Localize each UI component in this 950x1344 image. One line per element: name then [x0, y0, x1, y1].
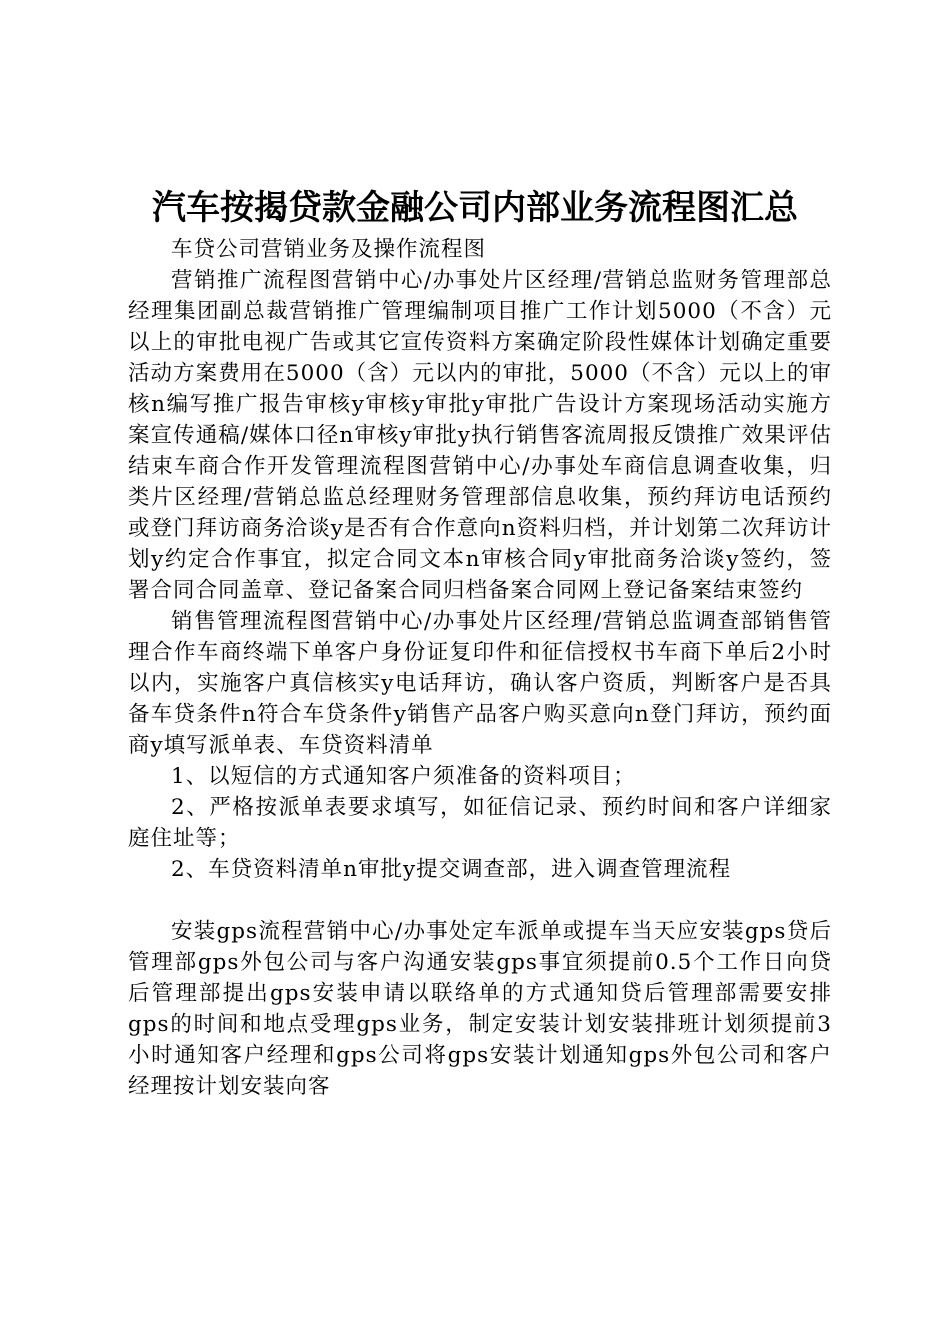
paragraph-item-2b: 2、车贷资料清单n审批y提交调查部，进入调查管理流程	[171, 857, 732, 882]
paragraph-gps-flow: 安装gps流程营销中心/办事处定车派单或提车当天应安装gps贷后管理部gps外包公司与客户沟通安装gps事宜须提前0.5个工作日向贷后管理部提出gps安装申请以联络单的方式通知贷后管理部需要安排gps的时间和地点受理gps业务，制定安装计划安装排班计划须提前3小时通知客户经理和gps公司将gps安装计划通知gps外包公司和客户经理按计划安装向客	[128, 919, 832, 1099]
paragraph-item-2: 2、严格按派单表要求填写，如征信记录、预约时间和客户详细家庭住址等；	[128, 795, 832, 851]
document-title: 汽车按揭贷款金融公司内部业务流程图汇总	[152, 188, 798, 228]
paragraph-sales-flow: 销售管理流程图营销中心/办事处片区经理/营销总监调查部销售管理合作车商终端下单客户身份证复印件和征信授权书车商下单后2小时以内，实施客户真信核实y电话拜访，确认客户资质，判断客户是否具备车贷条件n符合车贷条件y销售产品客户购买意向n登门拜访，预约面商y填写派单表、车贷资料清单	[128, 609, 832, 758]
paragraph-marketing-flow: 营销推广流程图营销中心/办事处片区经理/营销总监财务管理部总经理集团副总裁营销推广管理编制项目推广工作计划5000（不含）元以上的审批电视广告或其它宣传资料方案确定阶段性媒体计划确定重要活动方案费用在5000（含）元以内的审批，5000（不含）元以上的审核n编写推广报告审核y审核y审批y审批广告设计方案现场活动实施方案宣传通稿/媒体口径n审核y审批y执行销售客流周报反馈推广效果评估结束车商合作开发管理流程图营销中心/办事处车商信息调查收集，归类片区经理/营销总监总经理财务管理部信息收集，预约拜访电话预约或登门拜访商务洽谈y是否有合作意向n资料归档，并计划第二次拜访计划y约定合作事宜，拟定合同文本n审核合同y审批商务洽谈y签约，签署合同合同盖章、登记备案合同归档备案合同网上登记备案结束签约	[128, 268, 832, 603]
document-body	[128, 234, 832, 1102]
paragraph-subtitle: 车贷公司营销业务及操作流程图	[171, 237, 487, 262]
paragraph-item-1: 1、以短信的方式通知客户须准备的资料项目；	[171, 764, 636, 789]
